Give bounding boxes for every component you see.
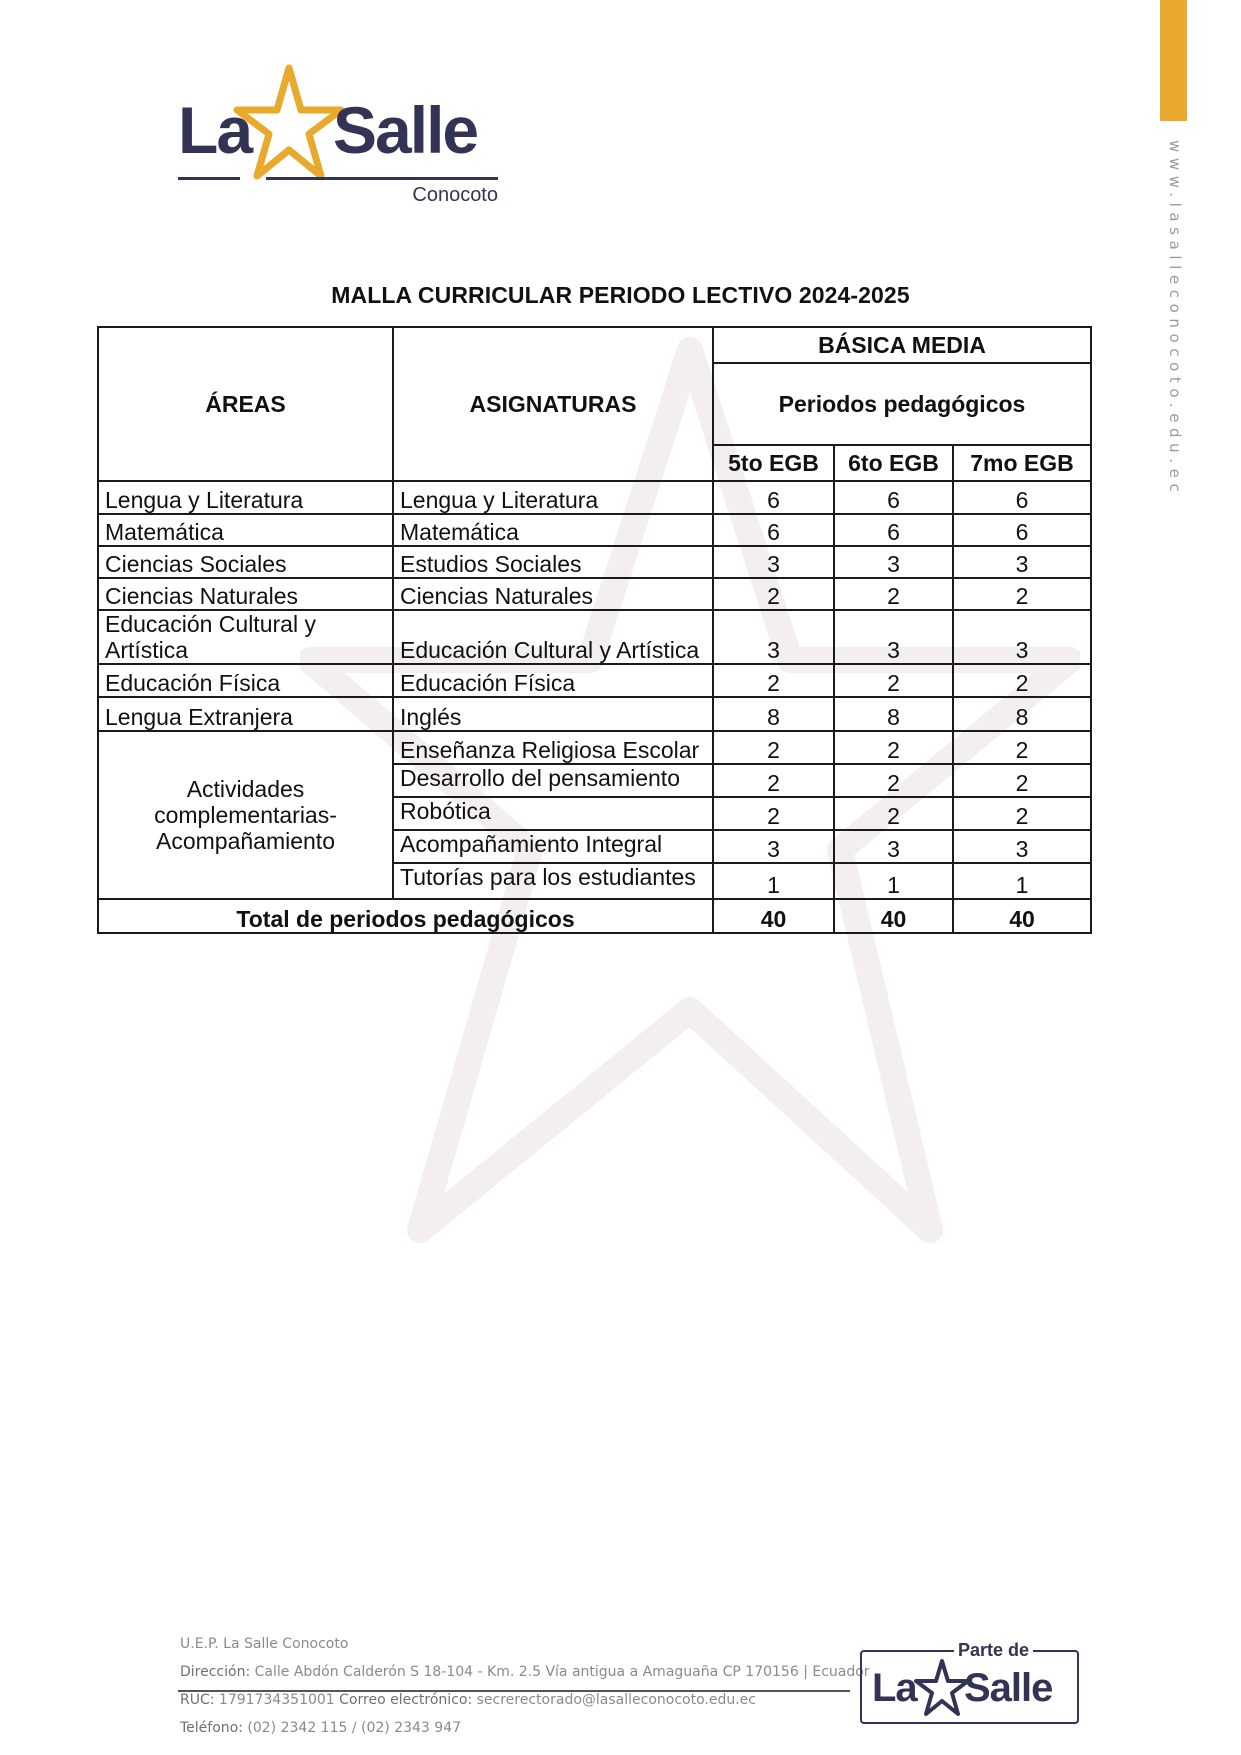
value-5to: 2 (713, 797, 834, 830)
value-5to: 2 (713, 664, 834, 697)
subject-cell: Enseñanza Religiosa Escolar (393, 731, 713, 764)
value-7mo: 6 (953, 481, 1091, 514)
badge-star-icon (914, 1658, 970, 1718)
table-row (98, 578, 1091, 610)
value-5to: 2 (713, 731, 834, 764)
table-row (98, 546, 1091, 578)
subject-cell: Robótica (393, 797, 713, 830)
footer-info (180, 1630, 870, 1742)
total-label: Total de periodos pedagógicos (98, 899, 713, 933)
value-7mo: 8 (953, 697, 1091, 731)
total-6to: 40 (834, 899, 953, 933)
value-6to: 3 (834, 546, 953, 578)
value-6to: 2 (834, 664, 953, 697)
subject-cell: Acompañamiento Integral (393, 830, 713, 863)
star-icon (233, 64, 345, 184)
header-col-7mo: 7mo EGB (953, 445, 1091, 481)
value-7mo: 2 (953, 797, 1091, 830)
subject-cell: Ciencias Naturales (393, 578, 713, 610)
value-5to: 8 (713, 697, 834, 731)
logo-rule-left (178, 177, 240, 180)
header-col-5to: 5to EGB (713, 445, 834, 481)
total-5to: 40 (713, 899, 834, 933)
subject-cell: Educación Cultural y Artística (393, 610, 713, 664)
value-6to: 3 (834, 610, 953, 664)
value-6to: 3 (834, 830, 953, 863)
footer-address-value: Calle Abdón Calderón S 18-104 - Km. 2.5 Vía antigua a Amaguaña CP 170156 | Ecuador (254, 1664, 870, 1680)
value-7mo: 2 (953, 731, 1091, 764)
value-6to: 2 (834, 764, 953, 797)
value-5to: 2 (713, 578, 834, 610)
value-7mo: 2 (953, 764, 1091, 797)
table-row (98, 514, 1091, 546)
table-row (98, 731, 1091, 764)
area-cell: Educación Física (98, 664, 393, 697)
value-6to: 2 (834, 797, 953, 830)
value-6to: 6 (834, 481, 953, 514)
table-row (98, 697, 1091, 731)
value-6to: 6 (834, 514, 953, 546)
value-6to: 8 (834, 697, 953, 731)
footer-phone-label: Teléfono: (180, 1720, 243, 1736)
side-accent-bar (1160, 0, 1187, 121)
value-6to: 1 (834, 863, 953, 899)
badge-salle: Salle (964, 1666, 1053, 1710)
area-line: Actividades (186, 776, 305, 802)
subject-cell: Educación Física (393, 664, 713, 697)
area-cell (98, 610, 393, 664)
footer-mail-label: Correo electrónico: (339, 1692, 473, 1708)
area-line: Educación Cultural y (105, 611, 316, 637)
area-cell: Lengua Extranjera (98, 697, 393, 731)
subject-cell: Estudios Sociales (393, 546, 713, 578)
header-asignaturas: ASIGNATURAS (393, 327, 713, 481)
value-7mo: 1 (953, 863, 1091, 899)
la-salle-logo (178, 62, 498, 212)
value-6to: 2 (834, 578, 953, 610)
value-7mo: 3 (953, 830, 1091, 863)
total-7mo: 40 (953, 899, 1091, 933)
area-cell: Ciencias Sociales (98, 546, 393, 578)
logo-salle-text: Salle (333, 93, 478, 167)
value-5to: 3 (713, 610, 834, 664)
table-row (98, 481, 1091, 514)
subject-cell: Lengua y Literatura (393, 481, 713, 514)
total-row (98, 899, 1091, 933)
header-areas: ÁREAS (98, 327, 393, 481)
header-col-6to: 6to EGB (834, 445, 953, 481)
value-6to: 2 (834, 731, 953, 764)
value-5to: 6 (713, 481, 834, 514)
value-5to: 3 (713, 546, 834, 578)
value-5to: 6 (713, 514, 834, 546)
badge-parte-de: Parte de (954, 1640, 1033, 1661)
area-line: complementarias- (154, 802, 337, 828)
logo-rule-right (266, 177, 498, 180)
subject-cell: Inglés (393, 697, 713, 731)
footer-school-name: U.E.P. La Salle Conocoto (180, 1636, 349, 1652)
logo-la-text: La (178, 93, 252, 167)
area-line: Acompañamiento (156, 828, 335, 854)
page-title: MALLA CURRICULAR PERIODO LECTIVO 2024-2025 (331, 282, 910, 308)
area-cell-actividades (98, 731, 393, 899)
area-cell: Ciencias Naturales (98, 578, 393, 610)
value-5to: 3 (713, 830, 834, 863)
subject-cell: Desarrollo del pensamiento (393, 764, 713, 797)
value-7mo: 2 (953, 578, 1091, 610)
value-5to: 1 (713, 863, 834, 899)
footer-phone-value: (02) 2342 115 / (02) 2343 947 (247, 1720, 462, 1736)
footer-phone (180, 1714, 870, 1742)
footer-ruc-label: RUC: (180, 1692, 215, 1708)
logo-subtitle: Conocoto (412, 184, 498, 206)
side-website-url: www.lasalleconocoto.edu.ec (1166, 140, 1184, 498)
subject-cell: Matemática (393, 514, 713, 546)
header-basica-media: BÁSICA MEDIA (713, 327, 1091, 363)
value-5to: 2 (713, 764, 834, 797)
area-line: Artística (105, 637, 189, 663)
badge-la: La (872, 1666, 917, 1710)
subject-cell: Tutorías para los estudiantes (393, 863, 713, 899)
footer-divider (178, 1690, 850, 1692)
area-cell: Lengua y Literatura (98, 481, 393, 514)
footer-address-label: Dirección: (180, 1664, 251, 1680)
footer-ruc-value: 1791734351001 (218, 1692, 335, 1708)
footer-mail-value[interactable]: secrerectorado@lasalleconocoto.edu.ec (476, 1692, 756, 1708)
header-periodos: Periodos pedagógicos (713, 363, 1091, 445)
value-7mo: 2 (953, 664, 1091, 697)
area-cell: Matemática (98, 514, 393, 546)
curriculum-table (97, 326, 1092, 934)
value-7mo: 6 (953, 514, 1091, 546)
table-row (98, 610, 1091, 664)
parte-de-la-salle-badge (860, 1640, 1079, 1724)
value-7mo: 3 (953, 546, 1091, 578)
value-7mo: 3 (953, 610, 1091, 664)
footer-address (180, 1658, 870, 1686)
table-row (98, 664, 1091, 697)
